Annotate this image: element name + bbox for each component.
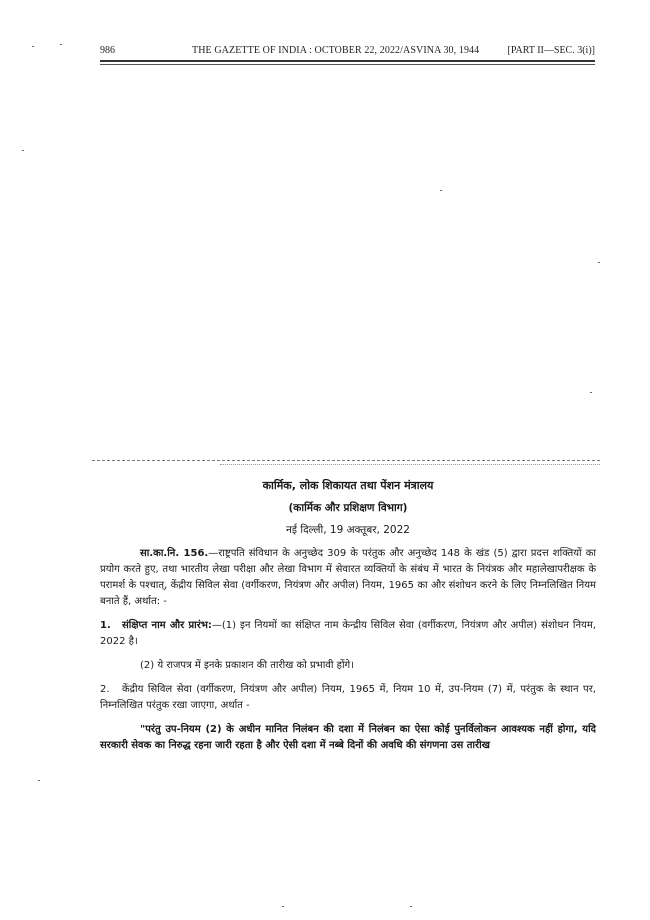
section-label: [PART II—SEC. 3(i)] <box>507 45 595 56</box>
para1-text: —(1) इन नियमों का संक्षिप्त नाम केन्द्रीय सिविल सेवा (वर्गीकरण, नियंत्रण और अपील) संशोधन नियम, 2022 है। <box>100 620 596 647</box>
header-rule <box>100 60 595 62</box>
intro-paragraph <box>100 546 596 610</box>
notification-body <box>100 470 596 754</box>
department-heading: (कार्मिक और प्रशिक्षण विभाग) <box>288 502 408 514</box>
scan-speck <box>282 906 284 907</box>
para2-number: 2. <box>100 684 110 695</box>
page-number: 986 <box>100 45 115 56</box>
section-separator <box>92 460 600 461</box>
paragraph-1 <box>100 618 596 650</box>
scan-speck <box>410 906 412 907</box>
paragraph-1-sub-2: (2) ये राजपत्र में इनके प्रकाशन की तारीख को प्रभावी होंगे। <box>140 660 354 671</box>
scan-speck <box>440 190 442 191</box>
scan-speck <box>598 262 600 263</box>
gsr-label: सा.का.नि. 156. <box>140 548 209 559</box>
para1-title: संक्षिप्त नाम और प्रारंभ: <box>122 620 212 631</box>
scan-speck <box>32 46 34 47</box>
para1-number: 1. <box>100 620 111 631</box>
proviso-text: "परंतु उप-नियम (2) के अधीन मानित निलंबन की दशा में निलंबन का ऐसा कोई पुनर्विलोकन आवश्यक नहीं होगा, यदि सरकारी सेवक का निरुद्ध रहना जारी रहता है और ऐसी दशा में नब्बे दिनों की अवधि की संगणना उस तारीख <box>100 724 596 751</box>
date-line: नई दिल्ली, 19 अक्तूबर, 2022 <box>286 524 410 536</box>
section-separator-dotted <box>220 464 600 465</box>
scan-speck <box>60 44 62 45</box>
ministry-heading: कार्मिक, लोक शिकायत तथा पेंशन मंत्रालय <box>262 479 434 492</box>
gazette-title: THE GAZETTE OF INDIA : OCTOBER 22, 2022/ASVINA 30, 1944 <box>192 45 480 56</box>
paragraph-2 <box>100 682 596 714</box>
scan-speck <box>590 392 592 393</box>
intro-text: —राष्ट्रपति संविधान के अनुच्छेद 309 के परंतुक और अनुच्छेद 148 के खंड (5) द्वारा प्रदत्त शक्तियों का प्रयोग करते हुए, तथा भारतीय लेखा परीक्षा और लेखा विभाग में सेवारत व्यक्तियों के संबंध में भारत के नियंत्रक और महालेखापरीक्षक के परामर्श के पश्चात्, केंद्रीय सिविल सेवा (वर्गीकरण, नियंत्रण और अपील) नियम, 1965 का और संशोधन करने के लिए निम्नलिखित नियम बनाते हैं, अर्थात: - <box>100 548 596 607</box>
para2-text: केंद्रीय सिविल सेवा (वर्गीकरण, नियंत्रण और अपील) नियम, 1965 में, नियम 10 में, उप-नियम (7) में, परंतुक के स्थान पर, निम्नलिखित परंतुक रखा जाएगा, अर्थात - <box>100 684 596 711</box>
header-rule-thin <box>100 64 595 65</box>
scan-speck <box>22 150 24 151</box>
scan-speck <box>38 780 40 781</box>
